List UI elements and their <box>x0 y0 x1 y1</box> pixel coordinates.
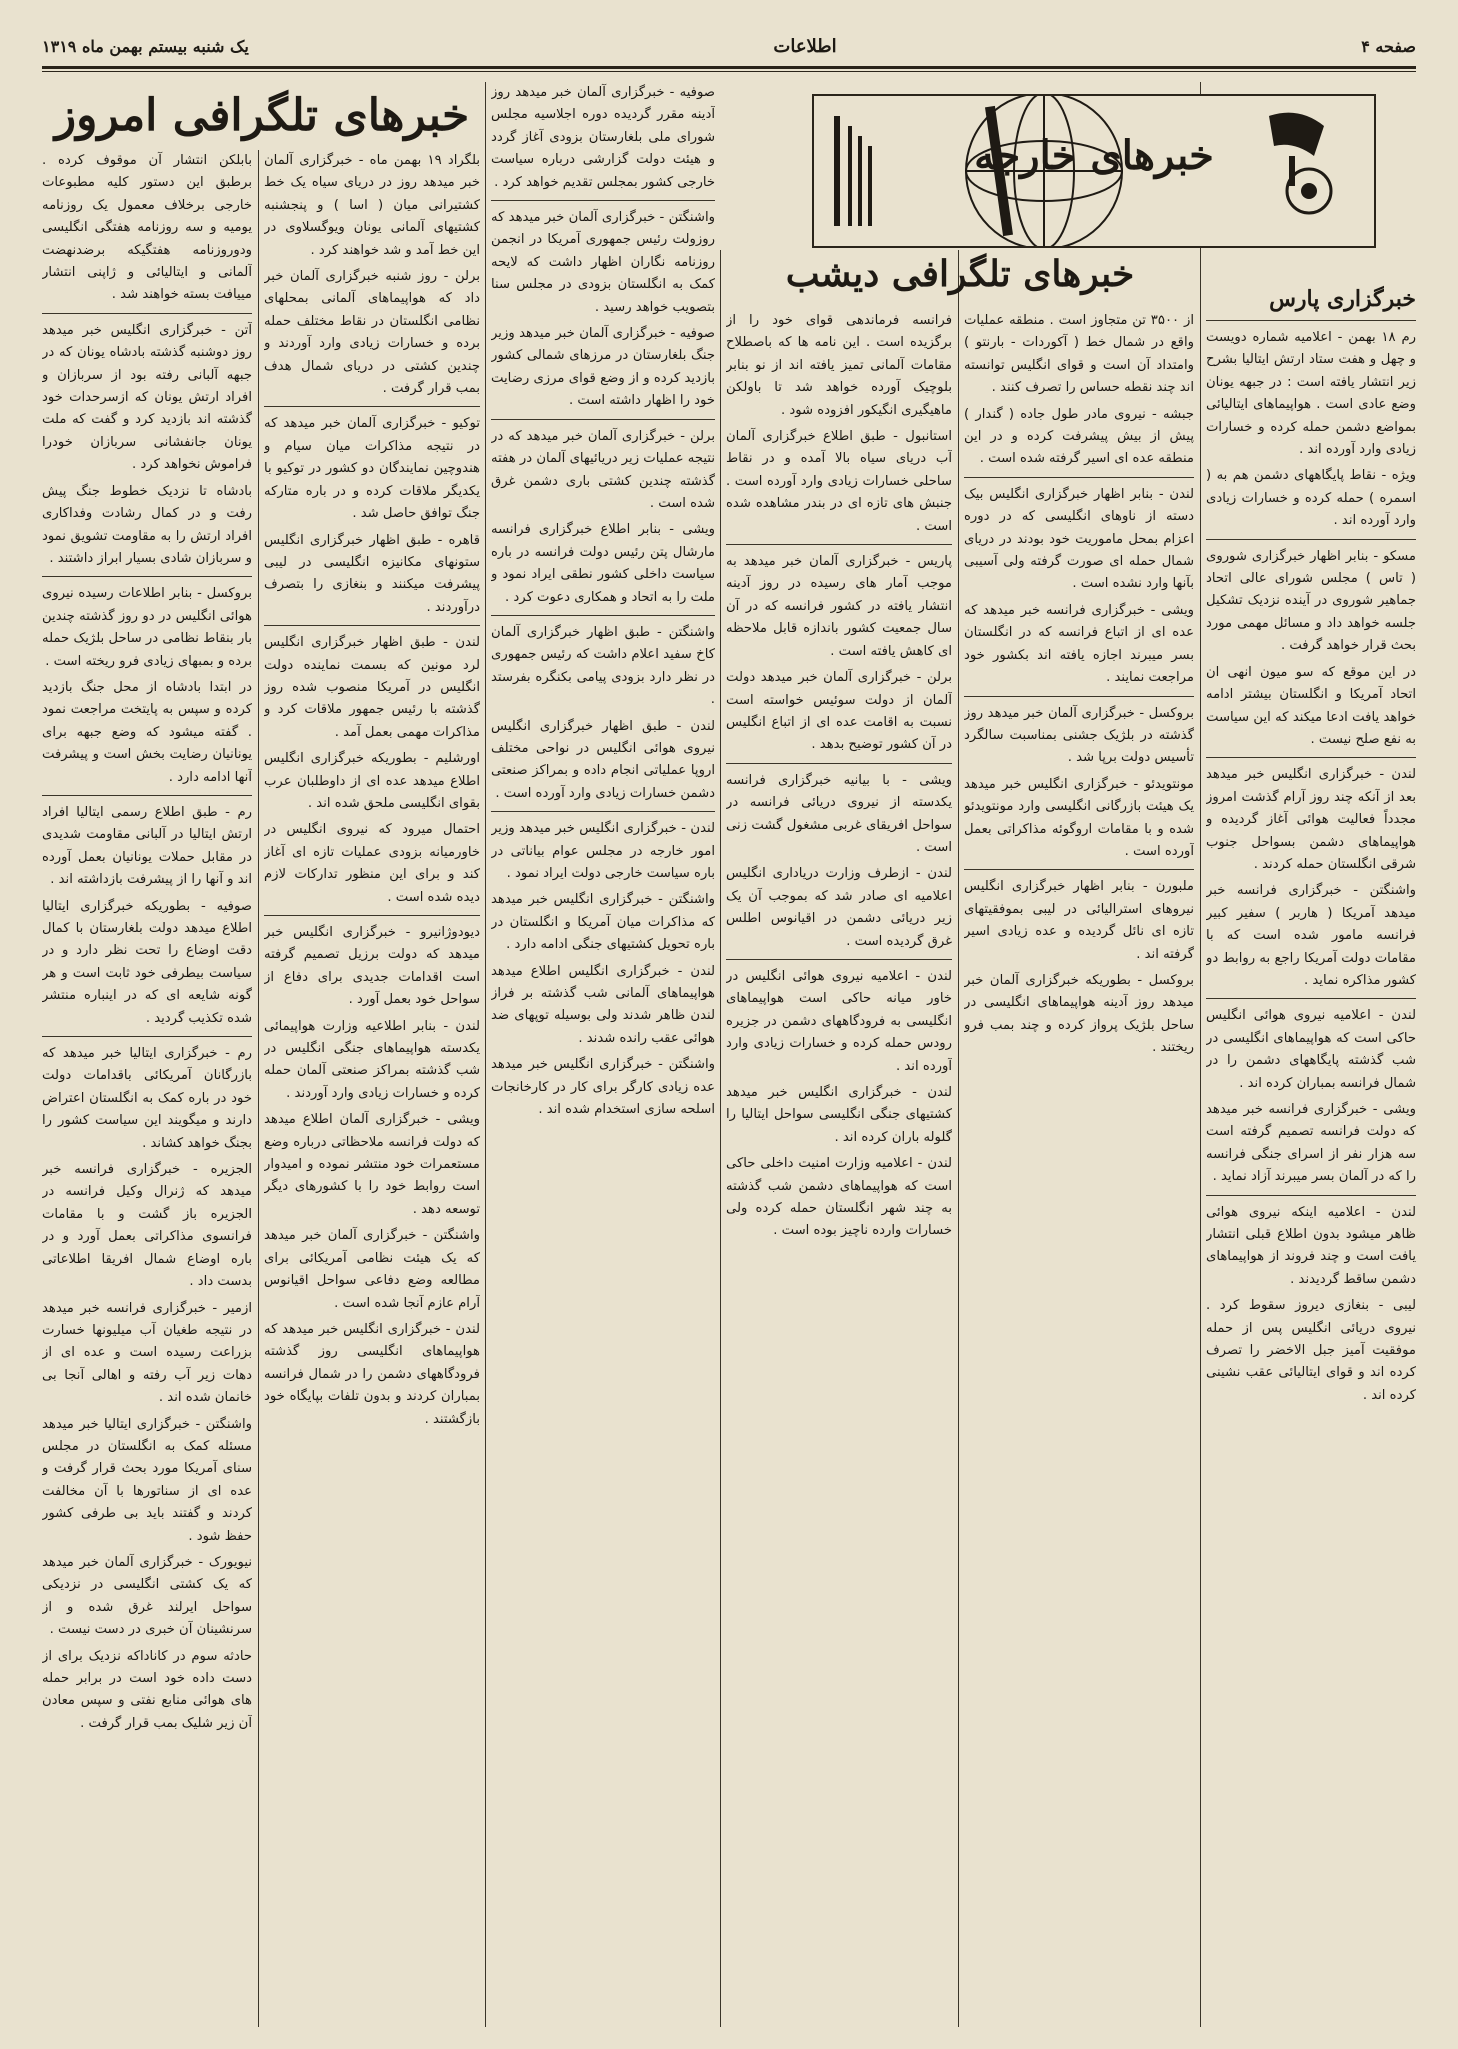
column-6 <box>1206 82 1416 2027</box>
column-5 <box>964 310 1194 2027</box>
rule <box>264 406 480 407</box>
banner-title: خبرهای خارجه <box>974 132 1214 179</box>
masthead: اطلاعات <box>773 35 837 57</box>
column-divider <box>258 150 259 2027</box>
article-paragraph: لندن - بنابر اظهار خبرگزاری انگلیس بیک دسته از ناوهای انگلیسی که در دوره اعزام بمحل ماموریت خود بودند در دریای شمال حمله ای صورت گرفته ولی آسیبی بآنها وارد نشده است . <box>964 486 1194 592</box>
rule <box>264 625 480 626</box>
article-paragraph: واشنگتن - خبرگزاری آلمان خبر میدهد که یک هیئت نظامی آمریکائی برای مطالعه وضع دفاعی سواحل اقیانوس آرام عازم آنجا شده است . <box>264 1228 480 1311</box>
article-paragraph: لندن - خبرگزاری انگلیس خبر میدهد که هواپیماهای انگلیسی روز گذشته فرودگاههای دشمن را در شمال فرانسه بمباران کردند و بدون تلفات بپایگاه خود بازگشتند . <box>264 1321 480 1427</box>
article-paragraph: اورشلیم - بطوریکه خبرگزاری انگلیس اطلاع میدهد عده ای از داوطلبان عرب بقوای انگلیسی ملحق شده اند . <box>264 751 480 811</box>
rule <box>491 200 715 201</box>
article-paragraph: فرانسه فرماندهی قوای خود را از برگزیده است . این نامه ها که باصطلاح مقامات آلمانی تمیز یافته اند از نو بنابر بلوچیک آورده خواهد شد تا باولکن ماهیگیری انگیکور افزوده شود . <box>726 313 952 418</box>
article-paragraph: لندن - طبق اظهار خبرگزاری انگلیس نیروی هوائی انگلیس در نواحی مختلف اروپا عملیاتی انجام داده و بمراکز صنعتی دشمن خسارات زیادی وارد آورده است . <box>491 718 715 801</box>
article-paragraph: برلن - خبرگزاری آلمان خبر میدهد دولت آلمان از دولت سوئیس خواسته است نسبت به اقامت عده ای از اتباع انگلیس در آن کشور توضیح بدهد . <box>726 670 952 753</box>
article-paragraph: مونتویدئو - خبرگزاری انگلیس خبر میدهد یک هیئت بازرگانی انگلیسی وارد مونتویدئو شده و با مقامات اروگوئه مذاکراتی بعمل آورده است . <box>964 776 1194 859</box>
rule <box>1206 998 1416 999</box>
article-paragraph: ویشی - خبرگزاری فرانسه خبر میدهد که دولت فرانسه تصمیم گرفته است سه هزار نفر از اسرای جنگی فرانسه را که در آلمان بسر میبرند آزاد نماید . <box>1206 1102 1416 1185</box>
running-head <box>42 30 1416 62</box>
article-paragraph: صوفیه - خبرگزاری آلمان خبر میدهد روز آدینه مقرر گردیده دوره اجلاسیه مجلس شورای ملی بلغارستان بزودی آغاز گردد و هیئت دولت گزارشی درباره سیاست خارجی کشور بمجلس تقدیم خواهد کرد . <box>491 85 715 190</box>
article-paragraph: ویشی - بنابر اطلاع خبرگزاری فرانسه مارشال پتن رئیس دولت فرانسه در باره سیاست داخلی کشور نطقی ایراد نمود و ملت را به اتحاد و همکاری دعوت کرد . <box>491 522 715 605</box>
article-paragraph: لندن - طبق اظهار خبرگزاری انگلیس لرد مونین که بسمت نماینده دولت انگلیس در آمریکا منصوب شده روز گذشته با رئیس جمهور ملاقات کرد و مذاکرات مهمی بعمل آمد . <box>264 635 480 740</box>
article-paragraph: بروکسل - خبرگزاری آلمان خبر میدهد روز گذشته در بلژیک جشنی بمناسبت سالگرد تأسیس دولت برپا شد . <box>964 705 1194 766</box>
rule <box>264 915 480 916</box>
rule <box>726 959 952 960</box>
article-paragraph: قاهره - طبق اظهار خبرگزاری انگلیس ستونهای مکانیزه انگلیسی در لیبی پیشرفت میکنند و بنغازی را بتصرف درآوردند . <box>264 532 480 615</box>
article-paragraph: برلن - روز شنبه خبرگزاری آلمان خبر داد که هواپیماهای آلمانی بمحلهای نظامی انگلستان در نقاط مختلف حمله برده و خسارات زیادی وارد آوردند و چندین کشتی در دریای شمال هدف بمب قرار گرفت . <box>264 269 480 397</box>
article-paragraph: لندن - اعلامیه وزارت امنیت داخلی حاکی است که هواپیماهای دشمن شب گذشته به چند شهر انگلستان حمله کرده ولی خسارات وارده ناچیز بوده است . <box>726 1156 952 1239</box>
article-paragraph: لندن - خبرگزاری انگلیس خبر میدهد بعد از آنکه چند روز آرام گذشت امروز مجدداً فعالیت هوائی آغاز گردیده و هواپیماهای دشمن بسواحل جنوب شرقی انگلستان حمله کردند . <box>1206 767 1416 872</box>
article-paragraph: برلن - خبرگزاری آلمان خبر میدهد که در نتیجه عملیات زیر دریائیهای آلمان در هفته گذشته چندین کشتی باری دشمن غرق شده است . <box>491 428 715 511</box>
pars-agency-heading: خبرگزاری پارس <box>1206 282 1416 321</box>
article-paragraph: صوفیه - بطوریکه خبرگزاری ایتالیا اطلاع میدهد دولت بلغارستان با کمال دقت اوضاع را تحت نظر دارد و در سیاست بیطرفی خود ثابت است و هر گونه شایعه ای که در اینباره منتشر شده تکذیب گردید . <box>42 898 252 1026</box>
article-paragraph: دیودوژانیرو - خبرگزاری انگلیس خبر میدهد که دولت برزیل تصمیم گرفته است اقدامات جدیدی برای دفاع از سواحل خود بعمل آورد . <box>264 925 480 1008</box>
article-paragraph: لندن - اعلامیه نیروی هوائی انگلیس در خاور میانه حاکی است هواپیماهای انگلیسی به فرودگاههای دشمن در جزیره رودس حمله کرده و خسارات زیادی وارد آورده اند . <box>726 968 952 1074</box>
column-2 <box>264 150 480 2027</box>
article-paragraph: واشنگتن - خبرگزاری ایتالیا خبر میدهد مسئله کمک به انگلستان در مجلس سنای آمریکا مورد بحث قرار گرفت و عده ای از سناتورها با آن مخالفت کردند و گفتند باید بی طرفی کشور حفظ شود . <box>42 1416 252 1544</box>
article-paragraph: بابلکن انتشار آن موقوف کرده . برطبق این دستور کلیه مطبوعات خارجی برخلاف معمول یک روزنامه یومیه و سه روزنامه هفتگی انگلیسی ودوروزنامه هفتگیکه برضدنهضت آلمانی و ایتالیائی و ژاپنی انتشار مییافت بسته خواهند شد . <box>42 153 252 303</box>
article-paragraph: الجزیره - خبرگزاری فرانسه خبر میدهد که ژنرال وکیل فرانسه در الجزیره باز گشت و با مقامات فرانسوی مذاکراتی بعمل آورد و در باره اوضاع شمال افریقا اطلاعاتی بدست داد . <box>42 1162 252 1290</box>
article-paragraph: صوفیه - خبرگزاری آلمان خبر میدهد وزیر جنگ بلغارستان در مرزهای شمالی کشور بازدید کرده و از وضع قوای مرزی رضایت خود را اظهار داشته است . <box>491 326 715 409</box>
article-paragraph: بروکسل - بنابر اطلاعات رسیده نیروی هوائی انگلیس در دو روز گذشته چندین بار بنقاط نظامی در ساحل بلژیک حمله برده و بمبهای زیادی فرو ریخته است . <box>42 586 252 669</box>
article-paragraph: لندن - خبرگزاری انگلیس خبر میدهد وزیر امور خارجه در مجلس عوام بیاناتی در باره سیاست خارجی دولت ایراد نمود . <box>491 821 715 881</box>
article-paragraph: واشنگتن - طبق اظهار خبرگزاری آلمان کاخ سفید اعلام داشت که رئیس جمهوری در نظر دارد بزودی پیامی بکنگره بفرستد . <box>491 624 715 708</box>
article-paragraph: رم - طبق اطلاع رسمی ایتالیا افراد ارتش ایتالیا در آلبانی مقاومت شدیدی در مقابل حملات یونانیان بعمل آورده اند و آنها را از پیشرفت بازداشته اند . <box>42 804 252 888</box>
today-title-block <box>42 82 482 154</box>
article-paragraph: بلگراد ۱۹ بهمن ماه - خبرگزاری آلمان خبر میدهد روز در دریای سیاه یک خط کشتیرانی میان ( اسا ) و پنجشنبه کشتیهای آلمانی یونان ویوگسلاوی در این خط آمد و شد خواهند کرد . <box>264 153 480 258</box>
article-paragraph: واشنگتن - خبرگزاری فرانسه خبر میدهد آمریکا ( هاربر ) سفیر کبیر فرانسه مامور شده است که با مقامات دولت آمریکا راجع به روابط دو کشور مذاکره نماید . <box>1206 883 1416 988</box>
article-paragraph: آتن - خبرگزاری انگلیس خبر میدهد روز دوشنبه گذشته بادشاه یونان که در جبهه آلبانی رفته بود از سربازان و افراد ارتش یونان که ازسرحدات خود گذشته اند بازدید کرد و گفت که ملت یونان جانفشانی سربازان خودرا فراموش نخواهد کرد . <box>42 322 252 473</box>
column-3 <box>491 82 715 2027</box>
article-paragraph: توکیو - خبرگزاری آلمان خبر میدهد که در نتیجه مذاکرات میان سیام و هندوچین نمایندگان دو کشور در توکیو با یکدیگر ملاقات کرده و در باره متارکه جنگ توافق حاصل شد . <box>264 416 480 522</box>
rule <box>42 1036 252 1037</box>
rule <box>491 615 715 616</box>
article-paragraph: لندن - اعلامیه نیروی هوائی انگلیس حاکی است که هواپیماهای انگلیسی در شب گذشته پایگاههای دشمن را در شمال فرانسه بمباران کرده اند . <box>1206 1008 1416 1091</box>
rule <box>1206 539 1416 540</box>
article-paragraph: بروکسل - بطوریکه خبرگزاری آلمان خبر میدهد روز آدینه هواپیماهای انگلیسی در ساحل بلژیک پرواز کرده و چند بمب فرو ریختند . <box>964 972 1194 1056</box>
header-rule <box>42 66 1416 69</box>
article-paragraph: ملبورن - بنابر اظهار خبرگزاری انگلیس نیروهای استرالیائی در لیبی بموفقیتهای تازه ای نائل گردیده و عده زیادی اسیر گرفته اند . <box>964 879 1194 962</box>
last-night-title-block <box>720 250 1200 298</box>
column-divider <box>1200 82 1201 2027</box>
column-1 <box>42 150 252 2027</box>
article-paragraph: لندن - خبرگزاری انگلیس اطلاع میدهد هواپیماهای آلمانی شب گذشته بر فراز لندن ظاهر شدند ولی بوسیله توپهای ضد هوائی عقب رانده شدند . <box>491 963 715 1046</box>
article-paragraph: رم ۱۸ بهمن - اعلامیه شماره دویست و چهل و هفت ستاد ارتش ایتالیا بشرح زیر انتشار یافته است : در جبهه یونان وضع عادی است . هواپیماهای ایتالیائی بمواضع دشمن حمله کرده و خسارات زیادی وارد آورده اند . <box>1206 330 1416 458</box>
article-paragraph: احتمال میرود که نیروی انگلیس در خاورمیانه بزودی عملیات تازه ای آغاز کند و برای این منظور تدارکات لازم دیده شده است . <box>264 822 480 905</box>
article-paragraph: واشنگتن - خبرگزاری انگلیس خبر میدهد که مذاکرات میان آمریکا و انگلستان در باره تحویل کشتیهای جنگی ادامه دارد . <box>491 892 715 953</box>
issue-date: یک شنبه بیستم بهمن ماه ۱۳۱۹ <box>42 36 249 56</box>
article-paragraph: حادثه سوم در کاناداکه نزدیک برای از دست داده خود است در برابر حمله های هوائی منابع نفتی و سپس معادن آن زیر شلیک بمب قرار گرفت . <box>42 1648 252 1731</box>
rule <box>1206 757 1416 758</box>
article-paragraph: لندن - خبرگزاری انگلیس خبر میدهد کشتیهای جنگی انگلیسی سواحل ایتالیا را گلوله باران کرده اند . <box>726 1085 952 1145</box>
column-4 <box>726 310 952 2027</box>
article-paragraph: لندن - ازطرف وزارت دریاداری انگلیس اعلامیه ای صادر شد که بموجب آن یک زیر دریائی دشمن در اقیانوس اطلس غرق گردیده است . <box>726 866 952 949</box>
article-paragraph: استانبول - طبق اطلاع خبرگزاری آلمان آب دریای سیاه بالا آمده و در نقاط ساحلی خسارات زیادی وارد آورده است . جنبش های تازه ای در بندر مشاهده شده است . <box>726 429 952 534</box>
rule <box>964 869 1194 870</box>
last-night-title: خبرهای تلگرافی دیشب <box>785 253 1135 295</box>
rule <box>42 313 252 314</box>
column-divider <box>958 250 959 2027</box>
rule <box>491 811 715 812</box>
today-title: خبرهای تلگرافی امروز <box>54 90 470 141</box>
page-number: صفحه ۴ <box>1361 36 1416 56</box>
article-paragraph: واشنگتن - خبرگزاری انگلیس خبر میدهد عده زیادی کارگر برای کار در کارخانجات اسلحه سازی استخدام شده اند . <box>491 1057 715 1118</box>
article-paragraph: لندن - اعلامیه اینکه نیروی هوائی ظاهر میشود بدون اطلاع قبلی انتشار یافت است و چند فروند از هواپیماهای دشمن ساقط گردیدند . <box>1206 1204 1416 1287</box>
article-paragraph: بادشاه تا نزدیک خطوط جنگ پیش رفت و در کمال رشادت وفداکاری افراد ارتش را به مقاومت تشویق نمود و سربازان شادی بسیار ابراز داشتند . <box>42 483 252 566</box>
rule <box>964 477 1194 478</box>
article-paragraph: واشنگتن - خبرگزاری آلمان خبر میدهد که روزولت رئیس جمهوری آمریکا در انجمن روزنامه نگاران اظهار داشت که لایحه کمک به انگلستان بزودی در مجلس سنا بتصویب خواهد رسید . <box>491 210 715 315</box>
header-rule-thin <box>42 71 1416 72</box>
article-paragraph: لندن - بنابر اطلاعیه وزارت هواپیمائی یکدسته هواپیماهای جنگی انگلیس در شب گذشته بمراکز صنعتی آلمان حمله کرده و خسارات زیادی وارد آوردند . <box>264 1018 480 1101</box>
article-paragraph: نیویورک - خبرگزاری آلمان خبر میدهد که یک کشتی انگلیسی در نزدیکی سواحل ایرلند غرق شده و از سرنشینان آن خبری در دست نیست . <box>42 1554 252 1638</box>
column-divider <box>720 250 721 2027</box>
rule <box>42 576 252 577</box>
rule <box>964 696 1194 697</box>
article-paragraph: از ۳۵۰۰ تن متجاوز است . منطقه عملیات واقع در شمال خط ( آکوردات - بارنتو ) وامتداد آن است و قوای انگلیس توانسته اند چند نقطه حساس را تصرف کنند . <box>964 313 1194 396</box>
article-paragraph: پاریس - خبرگزاری آلمان خبر میدهد به موجب آمار های رسیده در روز آدینه انتشار یافته در کشور فرانسه که در آن سال جمعیت کشور باندازه قابل ملاحظه ای کاهش یافته است . <box>726 554 952 659</box>
article-paragraph: ازمیر - خبرگزاری فرانسه خبر میدهد در نتیجه طغیان آب میلیونها خسارت بزراعت رسیده است و عده ای از دهات زیر آب رفته و اهالی آنجا بی خانمان شده اند . <box>42 1300 252 1406</box>
article-paragraph: در این موقع که سو میون انهی ان اتحاد آمریکا و انگلستان بیشتر ادامه خواهد یافت ادعا میکند که این سیاست به نفع صلح نیست . <box>1206 664 1416 747</box>
article-paragraph: ویژه - نقاط پایگاههای دشمن هم به ( اسمره ) حمله کرده و خسارات زیادی وارد آورده اند . <box>1206 468 1416 529</box>
column-divider <box>485 82 486 2027</box>
rule <box>42 795 252 796</box>
article-paragraph: ویشی - خبرگزاری آلمان اطلاع میدهد که دولت فرانسه ملاحظاتی درباره وضع مستعمرات خود منتشر نموده و امیدوار است روابط خود را با کشورهای دیگر توسعه دهد . <box>264 1112 480 1217</box>
article-paragraph: لیبی - بنغازی دیروز سقوط کرد . نیروی دریائی انگلیس پس از حمله موفقیت آمیز جبل الاخضر را تصرف کرده اند و قوای ایتالیائی عقب نشینی کرده اند . <box>1206 1298 1416 1403</box>
article-paragraph: ویشی - خبرگزاری فرانسه خبر میدهد که عده ای از اتباع فرانسه که در انگلستان بسر میبرند اجازه یافته اند بکشور خود مراجعت نمایند . <box>964 602 1194 686</box>
rule <box>726 544 952 545</box>
article-paragraph: ویشی - با بیانیه خبرگزاری فرانسه یکدسته از نیروی دریائی فرانسه در سواحل افریقای غربی مشغول گشت زنی است . <box>726 772 952 855</box>
rule <box>1206 1195 1416 1196</box>
rule <box>726 763 952 764</box>
article-paragraph: جبشه - نیروی مادر طول جاده ( گندار ) پیش از بیش پیشرفت کرده و در این منطقه عده ای اسیر گرفته شده است . <box>964 406 1194 467</box>
article-paragraph: مسکو - بنابر اظهار خبرگزاری شوروی ( تاس ) مجلس شورای عالی اتحاد جماهیر شوروی در آینده نزدیک تشکیل جلسه خواهد داد و مسائل مهمی مورد بحث قرار خواهد گرفت . <box>1206 548 1416 654</box>
article-paragraph: رم - خبرگزاری ایتالیا خبر میدهد که بازرگانان آمریکائی باقدامات دولت خود در باره کمک به انگلستان اعتراض دارند و میگویند این سیاست کشور را بجنگ خواهد کشاند . <box>42 1046 252 1151</box>
article-paragraph: در ابتدا بادشاه از محل جنگ بازدید کرده و سپس به پایتخت مراجعت نمود . گفته میشود که وضع جبهه برای یونانیان رضایت بخش است و پیشرفت آنها ادامه دارد . <box>42 679 252 785</box>
rule <box>491 419 715 420</box>
